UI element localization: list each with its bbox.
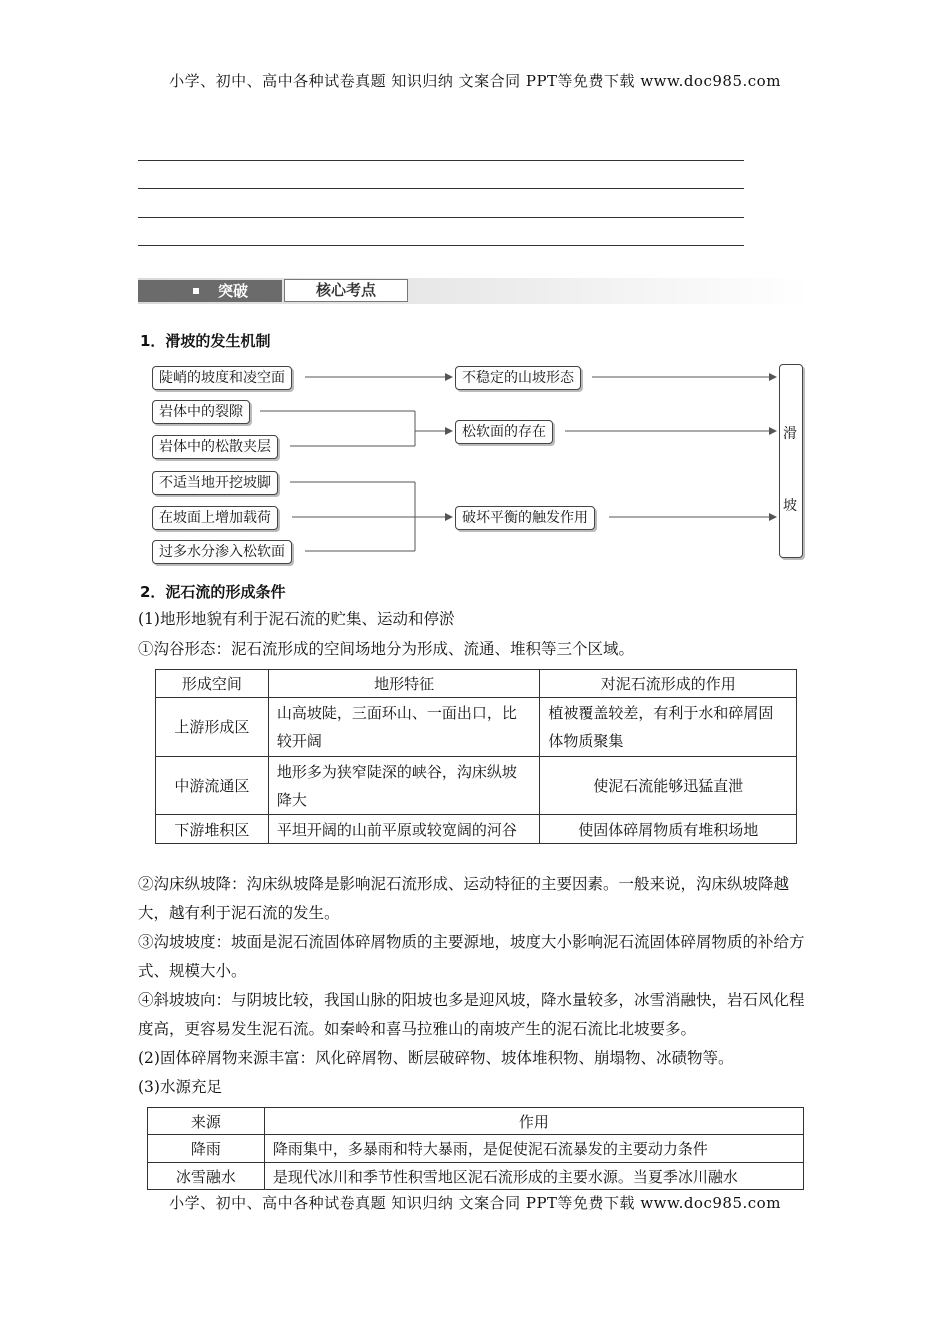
page-footer: 小学、初中、高中各种试卷真题 知识归纳 文案合同 PPT等免费下载 www.doc985.com [0, 1192, 950, 1213]
factor-box-3: 破坏平衡的触发作用 [455, 506, 595, 530]
table2-cell: 是现代冰川和季节性积雪地区泥石流形成的主要水源。当夏季冰川融水 [264, 1163, 803, 1190]
table2-cell: 降雨集中，多暴雨和特大暴雨，是促使泥石流暴发的主要动力条件 [264, 1135, 803, 1163]
table1-cell: 植被覆盖较差，有利于水和碎屑固体物质聚集 [540, 698, 797, 757]
factor-box-1: 不稳定的山坡形态 [455, 366, 581, 390]
banner-right-label: 核心考点 [284, 279, 408, 302]
terrain-table [155, 669, 797, 844]
table2-cell: 冰雪融水 [148, 1163, 265, 1190]
paragraph-3: ②沟床纵坡降：沟床纵坡降是影响泥石流形成、运动特征的主要因素。一般来说，沟床纵坡降越大，越有利于泥石流的发生。 [138, 875, 790, 922]
result-char-2: 坡 [783, 498, 797, 514]
table1-cell: 使泥石流能够迅猛直泄 [540, 757, 797, 815]
table1-cell: 下游堆积区 [156, 815, 269, 844]
table1-header-3: 对泥石流形成的作用 [540, 670, 797, 698]
table2-header-2: 作用 [264, 1108, 803, 1135]
section1-title: 1．滑坡的发生机制 [140, 332, 271, 350]
paragraph-4: ③沟坡坡度：坡面是泥石流固体碎屑物质的主要源地，坡度大小影响泥石流固体碎屑物质的补给方式、规模大小。 [138, 933, 805, 980]
table1-cell: 上游形成区 [156, 698, 269, 757]
cause-box-5: 在坡面上增加载荷 [152, 506, 278, 530]
paragraph-2: ①沟谷形态：泥石流形成的空间场地分为形成、流通、堆积等三个区域。 [138, 640, 635, 658]
paragraph-7: (3)水源充足 [138, 1078, 222, 1096]
table2-header-1: 来源 [148, 1108, 265, 1135]
paragraph-5: ④斜坡坡向：与阴坡比较，我国山脉的阳坡也多是迎风坡，降水量较多，冰雪消融快，岩石风化程度高，更容易发生泥石流。如秦岭和喜马拉雅山的南坡产生的泥石流比北坡要多。 [138, 991, 805, 1038]
cause-box-6: 过多水分渗入松软面 [152, 540, 292, 564]
table1-header-2: 地形特征 [268, 670, 540, 698]
result-char-1: 滑 [783, 426, 797, 442]
result-box [779, 364, 803, 558]
banner-left-label: 突破 [218, 282, 249, 300]
paragraph-6: (2)固体碎屑物来源丰富：风化碎屑物、断层破碎物、坡体堆积物、崩塌物、冰碛物等。 [138, 1049, 734, 1067]
water-table [147, 1107, 804, 1190]
paragraph-1: (1)地形地貌有利于泥石流的贮集、运动和停淤 [138, 610, 455, 628]
cause-box-3: 岩体中的松散夹层 [152, 435, 278, 459]
factor-box-2: 松软面的存在 [455, 420, 553, 444]
cause-box-2: 岩体中的裂隙 [152, 400, 250, 424]
page-header: 小学、初中、高中各种试卷真题 知识归纳 文案合同 PPT等免费下载 www.doc985.com [169, 72, 781, 90]
table1-cell: 山高坡陡，三面环山、一面出口，比较开阔 [268, 698, 540, 757]
table1-cell: 地形多为狭窄陡深的峡谷，沟床纵坡降大 [268, 757, 540, 815]
table2-cell: 降雨 [148, 1135, 265, 1163]
table1-cell: 平坦开阔的山前平原或较宽阔的河谷 [268, 815, 540, 844]
section2-title: 2．泥石流的形成条件 [140, 583, 286, 601]
cause-box-1: 陡峭的坡度和凌空面 [152, 366, 292, 390]
table1-cell: 使固体碎屑物质有堆积场地 [540, 815, 797, 844]
table1-header-1: 形成空间 [156, 670, 269, 698]
table1-cell: 中游流通区 [156, 757, 269, 815]
cause-box-4: 不适当地开挖坡脚 [152, 471, 278, 495]
